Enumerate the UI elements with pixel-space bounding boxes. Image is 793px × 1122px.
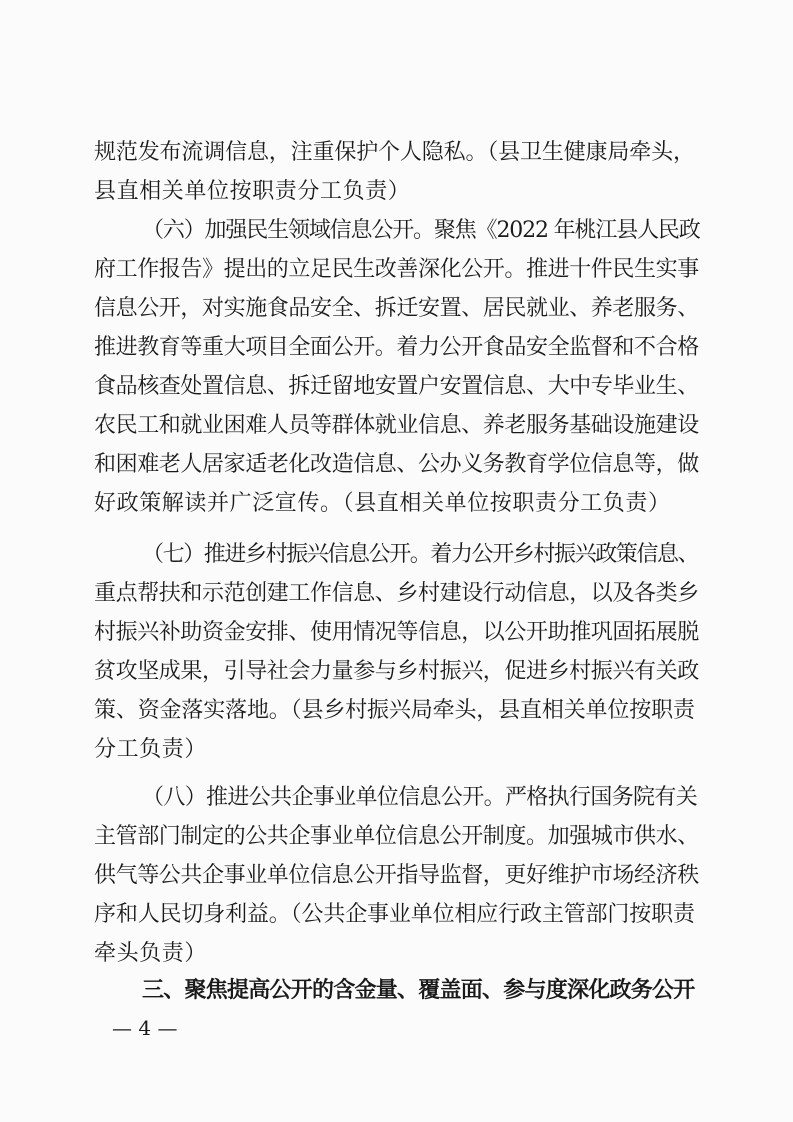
body-line: 府工作报告》提出的立足民生改善深化公开。推进十件民生实事 <box>94 257 699 282</box>
body-line: 序和人民切身利益。（公共企事业单位相应行政主管部门按职责 <box>94 902 695 927</box>
body-line: 农民工和就业困难人员等群体就业信息、养老服务基础设施建设 <box>94 413 699 438</box>
body-line: （七）推进乡村振兴信息公开。着力公开乡村振兴政策信息、 <box>142 542 699 567</box>
body-line: 重点帮扶和示范创建工作信息、乡村建设行动信息，以及各类乡 <box>94 581 699 606</box>
body-line: 策、资金落实落地。（县乡村振兴局牵头，县直相关单位按职责 <box>94 698 695 723</box>
body-line: 食品核查处置信息、拆迁留地安置户安置信息、大中专毕业生、 <box>94 374 699 399</box>
body-line: 贫攻坚成果，引导社会力量参与乡村振兴，促进乡村振兴有关政 <box>94 659 699 684</box>
body-line: 推进教育等重大项目全面公开。着力公开食品安全监督和不合格 <box>94 335 699 360</box>
body-line: 和困难老人居家适老化改造信息、公办义务教育学位信息等，做 <box>94 452 699 477</box>
body-line: （六）加强民生领域信息公开。聚焦《2022 年桃江县人民政 <box>142 218 700 243</box>
body-line: 县直相关单位按职责分工负责） <box>94 179 411 204</box>
body-line: 主管部门制定的公共企事业单位信息公开制度。加强城市供水、 <box>94 824 699 849</box>
page-number: — 4 — <box>112 1016 178 1040</box>
body-line: 牵头负责） <box>94 941 208 966</box>
body-line: （八）推进公共企事业单位信息公开。严格执行国务院有关 <box>142 785 698 810</box>
body-line: 好政策解读并广泛宣传。（县直相关单位按职责分工负责） <box>94 491 671 516</box>
body-line: 规范发布流调信息，注重保护个人隐私。（县卫生健康局牵头， <box>94 140 695 165</box>
body-line: 信息公开，对实施食品安全、拆迁安置、居民就业、养老服务、 <box>94 296 699 321</box>
section-heading: 三、聚焦提高公开的含金量、覆盖面、参与度深化政务公开 <box>142 978 695 1003</box>
body-line: 村振兴补助资金安排、使用情况等信息，以公开助推巩固拓展脱 <box>94 620 699 645</box>
body-line: 分工负责） <box>94 737 208 762</box>
body-line: 供气等公共企事业单位信息公开指导监督，更好维护市场经济秩 <box>94 863 699 888</box>
